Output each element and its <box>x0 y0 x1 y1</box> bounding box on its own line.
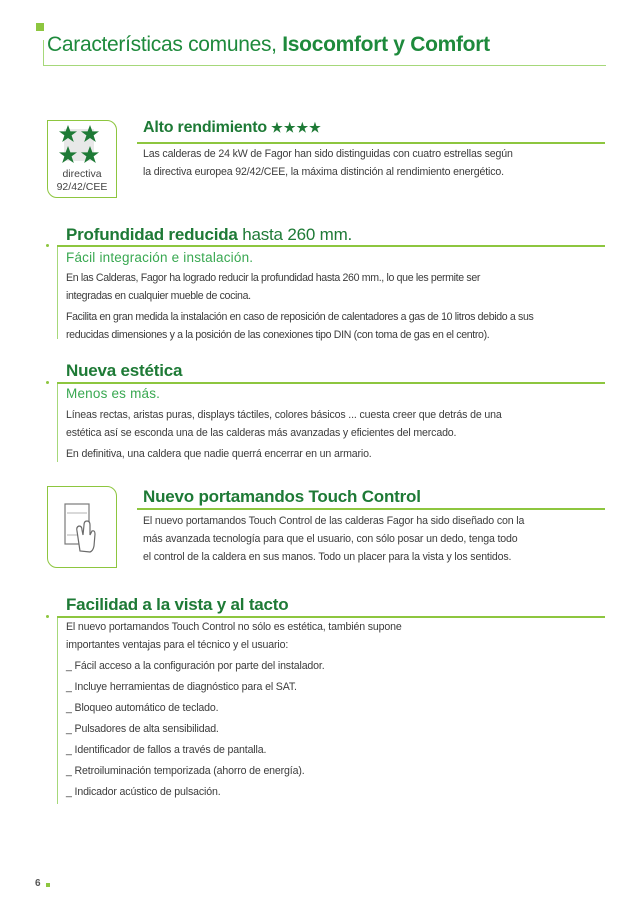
text-line: En las Calderas, Fagor ha logrado reducir la profundidad hasta 260 mm., lo que les permite ser <box>66 272 481 284</box>
text-line: reducidas dimensiones y a la posición de las conexiones tipo DIN (con toma de gas en el centro). <box>66 329 490 341</box>
list-item: _ Identificador de fallos a través de pantalla. <box>66 744 267 756</box>
touch-hand-icon <box>62 501 102 553</box>
section-text-alto <box>143 145 513 181</box>
list-item: _ Indicador acústico de pulsación. <box>66 786 221 798</box>
energy-badge <box>47 120 117 198</box>
section-dot <box>46 381 49 384</box>
section-text-facilidad <box>66 618 402 801</box>
header-marker <box>36 23 44 31</box>
section-title-alto <box>143 119 322 137</box>
rating-stars: ★★★★ <box>271 120 322 135</box>
section-rule-touch <box>137 508 605 510</box>
section-title-profundidad <box>66 225 352 245</box>
text-line: El nuevo portamandos Touch Control de las calderas Fagor ha sido diseñado con la <box>143 515 525 527</box>
estetica-title-text: Nueva estética <box>66 361 183 380</box>
facilidad-title-text: Facilidad a la vista y al tacto <box>66 595 289 614</box>
text-line: El nuevo portamandos Touch Control no sólo es estética, también supone <box>66 621 402 633</box>
list-item: _ Bloqueo automático de teclado. <box>66 702 219 714</box>
subtitle-estetica: Menos es más. <box>66 386 161 401</box>
section-rule-estetica <box>57 382 605 384</box>
section-title-touch <box>143 487 421 507</box>
section-vline-profundidad <box>57 247 58 339</box>
text-line: Facilita en gran medida la instalación en caso de reposición de calentadores a gas de 10 litros debido a sus <box>66 311 534 323</box>
list-item: _ Fácil acceso a la configuración por parte del instalador. <box>66 660 325 672</box>
profundidad-title-normal: hasta 260 mm. <box>237 225 353 244</box>
footer-marker <box>46 883 50 887</box>
section-dot <box>46 244 49 247</box>
text-line: el control de la caldera en sus manos. Todo un placer para la vista y los sentidos. <box>143 551 512 563</box>
text-line: estética así se esconda una de las calderas más avanzadas y eficientes del mercado. <box>66 427 457 439</box>
section-text-touch <box>143 512 524 566</box>
section-dot <box>46 615 49 618</box>
badge-text-line1: directiva <box>62 168 102 180</box>
text-line: más avanzada tecnología para que el usuario, con sólo posar un dedo, tenga todo <box>143 533 518 545</box>
badge-text <box>48 168 116 194</box>
section-title-facilidad <box>66 595 288 615</box>
list-item: _ Retroiluminación temporizada (ahorro de energía). <box>66 765 305 777</box>
touch-title-text: Nuevo portamandos Touch Control <box>143 487 421 506</box>
list-item: _ Pulsadores de alta sensibilidad. <box>66 723 219 735</box>
list-item: _ Incluye herramientas de diagnóstico para el SAT. <box>66 681 297 693</box>
header-vline <box>43 40 44 65</box>
section-rule-alto <box>137 142 605 144</box>
alto-title-text: Alto rendimiento <box>143 119 267 136</box>
page-title-light: Características comunes, <box>47 33 283 56</box>
section-title-estetica <box>66 361 182 381</box>
page-title-bold: Isocomfort y Comfort <box>282 33 490 56</box>
profundidad-title-bold: Profundidad reducida <box>66 225 238 244</box>
page-number: 6 <box>35 878 41 889</box>
section-vline-facilidad <box>57 618 58 804</box>
text-line: Las calderas de 24 kW de Fagor han sido distinguidas con cuatro estrellas según <box>143 148 513 160</box>
section-text-profundidad <box>66 269 533 344</box>
header-rule <box>43 65 606 66</box>
section-rule-profundidad <box>57 245 605 247</box>
star-icon <box>58 123 106 167</box>
text-line: integradas en cualquier mueble de cocina. <box>66 290 251 302</box>
text-line: En definitiva, una caldera que nadie querrá encerrar en un armario. <box>66 448 372 460</box>
page-title <box>47 33 490 57</box>
badge-text-line2: 92/42/CEE <box>56 181 108 193</box>
text-line: la directiva europea 92/42/CEE, la máxima distinción al rendimiento energético. <box>143 166 504 178</box>
touch-control-badge <box>47 486 117 568</box>
text-line: Líneas rectas, aristas puras, displays táctiles, colores básicos ... cuesta creer que detrás de una <box>66 409 502 421</box>
text-line: importantes ventajas para el técnico y el usuario: <box>66 639 289 651</box>
section-vline-estetica <box>57 384 58 462</box>
subtitle-profundidad: Fácil integración e instalación. <box>66 250 254 265</box>
section-text-estetica <box>66 406 502 463</box>
